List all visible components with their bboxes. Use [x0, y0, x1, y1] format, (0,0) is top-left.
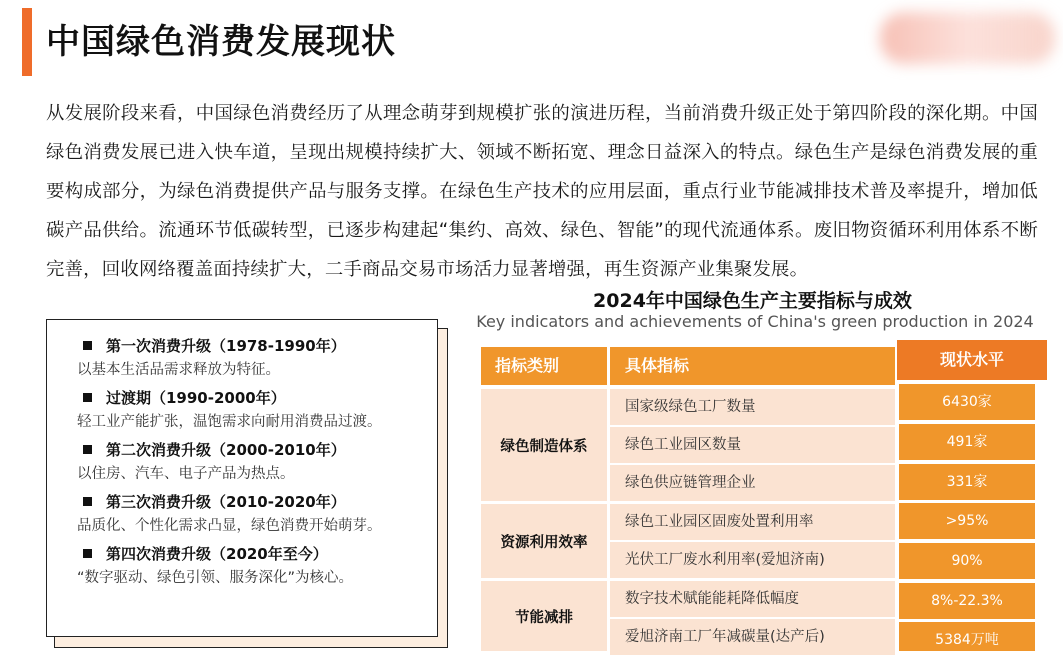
stage-desc: 以基本生活品需求释放为特征。	[77, 362, 280, 378]
indicator-cell: 数字技术赋能能耗降低幅度	[610, 581, 895, 617]
header-status: 现状水平	[897, 340, 1047, 380]
header-category: 指标类别	[481, 347, 607, 385]
stage-desc: 品质化、个性化需求凸显，绿色消费开始萌芽。	[77, 518, 382, 534]
category-cell: 节能减排	[481, 581, 607, 651]
category-cell: 资源利用效率	[481, 504, 607, 578]
stage-title: 第四次消费升级（2020年至今）	[106, 545, 328, 563]
blurred-logo	[880, 12, 1055, 64]
bullet-square-icon	[83, 549, 92, 558]
table-subtitle: Key indicators and achievements of China's green production in 2024	[476, 312, 1034, 331]
stage-desc: 以住房、汽车、电子产品为热点。	[77, 466, 295, 482]
stage-item	[77, 334, 427, 382]
stage-desc: “数字驱动、绿色引领、服务深化”为核心。	[77, 570, 354, 586]
stage-title: 第二次消费升级（2000-2010年）	[106, 441, 346, 459]
category-cell: 绿色制造体系	[481, 389, 607, 501]
value-cell: >95%	[899, 503, 1035, 539]
value-cell: 6430家	[899, 384, 1035, 420]
page-title: 中国绿色消费发展现状	[46, 22, 396, 62]
value-cell: 8%-22.3%	[899, 583, 1035, 619]
stage-item	[77, 542, 427, 590]
stage-item	[77, 490, 427, 538]
intro-paragraph: 从发展阶段来看，中国绿色消费经历了从理念萌芽到规模扩张的演进历程，当前消费升级正处于第四阶段的深化期。中国绿色消费发展已进入快车道，呈现出规模持续扩大、领域不断拓宽、理念日益深入的特点。绿色生产是绿色消费发展的重要构成部分，为绿色消费提供产品与服务支撑。在绿色生产技术的应用层面，重点行业节能减排技术普及率提升，增加低碳产品供给。流通环节低碳转型，已逐步构建起“集约、高效、绿色、智能”的现代流通体系。废旧物资循环利用体系不断完善，回收网络覆盖面持续扩大，二手商品交易市场活力显著增强，再生资源产业集聚发展。	[46, 103, 1038, 280]
value-cell: 5384万吨	[899, 622, 1035, 651]
stage-item	[77, 438, 427, 486]
stage-title: 第三次消费升级（2010-2020年）	[106, 493, 346, 511]
table-title: 2024年中国绿色生产主要指标与成效	[593, 290, 912, 312]
consumption-stages-box	[46, 319, 438, 637]
indicator-cell: 光伏工厂废水利用率(爱旭济南)	[610, 542, 895, 578]
indicator-cell: 绿色工业园区固废处置利用率	[610, 504, 895, 540]
value-cell: 331家	[899, 464, 1035, 500]
indicator-cell: 绿色供应链管理企业	[610, 465, 895, 501]
stage-desc: 轻工业产能扩张，温饱需求向耐用消费品过渡。	[77, 414, 382, 430]
indicator-cell: 国家级绿色工厂数量	[610, 389, 895, 425]
indicator-cell: 绿色工业园区数量	[610, 427, 895, 463]
stage-item	[77, 386, 427, 434]
header-indicator: 具体指标	[610, 347, 895, 385]
bullet-square-icon	[83, 445, 92, 454]
bullet-square-icon	[83, 393, 92, 402]
value-cell: 90%	[899, 543, 1035, 579]
value-cell: 491家	[899, 424, 1035, 460]
stage-title: 第一次消费升级（1978-1990年）	[106, 337, 346, 355]
title-accent-bar	[22, 8, 32, 76]
stage-title: 过渡期（1990-2000年）	[106, 389, 286, 407]
bullet-square-icon	[83, 497, 92, 506]
bullet-square-icon	[83, 341, 92, 350]
indicator-cell: 爱旭济南工厂年减碳量(达产后)	[610, 619, 895, 655]
